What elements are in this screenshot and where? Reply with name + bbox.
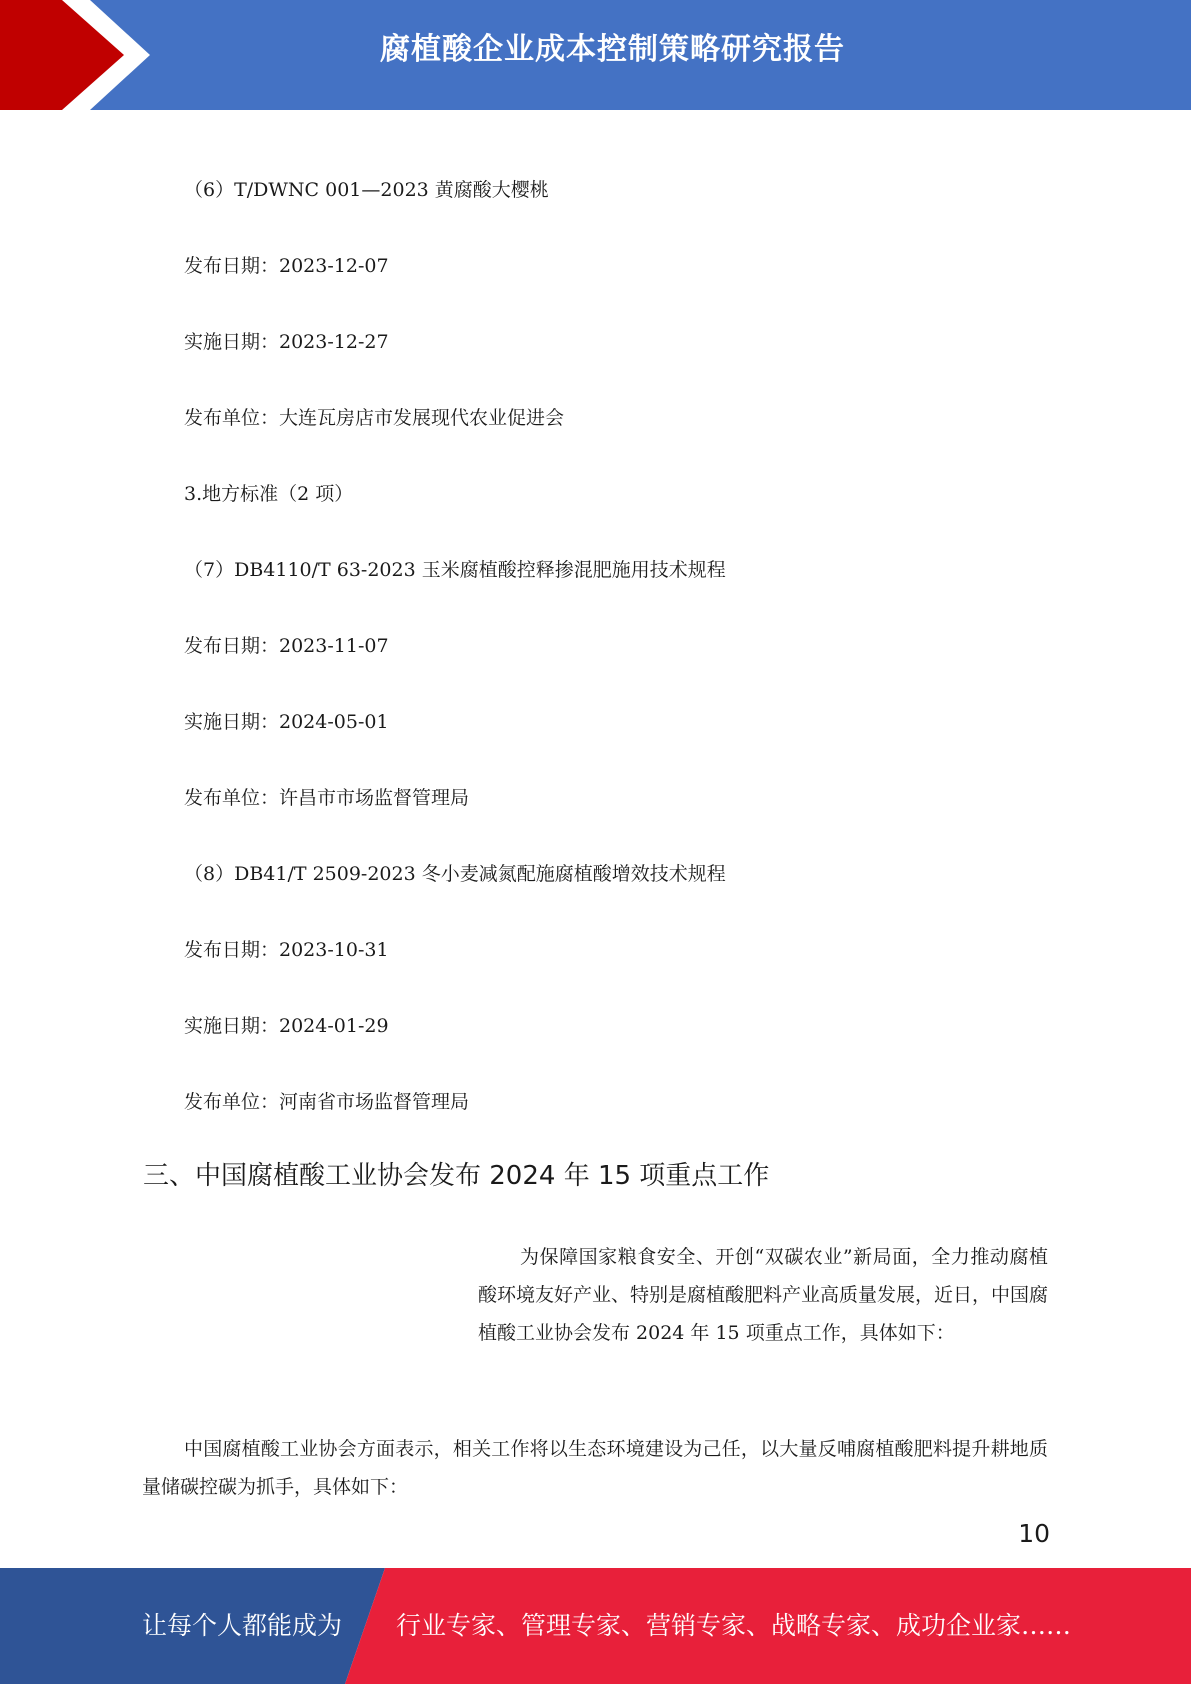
standard-8-issuer: 发布单位：河南省市场监督管理局	[184, 1091, 470, 1113]
standard-8-publish-date: 发布日期：2023-10-31	[184, 939, 389, 961]
section-heading: 三、中国腐植酸工业协会发布 2024 年 15 项重点工作	[143, 1161, 770, 1191]
section-intro-paragraph: 为保障国家粮食安全、开创“双碳农业”新局面，全力推动腐植酸环境友好产业、特别是腐植酸肥料产业高质量发展，近日，中国腐植酸工业协会发布 2024 年 15 项重点工作，具体如下：	[478, 1246, 1049, 1344]
section-summary-paragraph: 中国腐植酸工业协会方面表示，相关工作将以生态环境建设为己任，以大量反哺腐植酸肥料提升耕地质量储碳控碳为抓手，具体如下：	[142, 1438, 1048, 1498]
standard-6-publish-date: 发布日期：2023-12-07	[184, 255, 389, 277]
footer-slogan-right: 行业专家、管理专家、营销专家、战略专家、成功企业家……	[396, 1611, 1072, 1640]
standard-8-title: （8）DB41/T 2509-2023 冬小麦减氮配施腐植酸增效技术规程	[184, 863, 726, 885]
footer-slogan-left: 让每个人都能成为	[142, 1611, 343, 1640]
local-standards-subheading: 3.地方标准（2 项）	[184, 483, 354, 505]
standard-6-title: （6）T/DWNC 001—2023 黄腐酸大樱桃	[184, 179, 549, 201]
report-title: 腐植酸企业成本控制策略研究报告	[380, 32, 845, 67]
standard-8-effective-date: 实施日期：2024-01-29	[184, 1015, 389, 1037]
standard-7-issuer: 发布单位：许昌市市场监督管理局	[184, 787, 470, 809]
standard-7-title: （7）DB4110/T 63-2023 玉米腐植酸控释掺混肥施用技术规程	[184, 559, 726, 581]
page-footer	[0, 1568, 1191, 1684]
page-header	[0, 0, 1191, 110]
standard-6-effective-date: 实施日期：2023-12-27	[184, 331, 389, 353]
standard-7-publish-date: 发布日期：2023-11-07	[184, 635, 389, 657]
standard-7-effective-date: 实施日期：2024-05-01	[184, 711, 389, 733]
standard-6-issuer: 发布单位：大连瓦房店市发展现代农业促进会	[184, 407, 565, 429]
page-number: 10	[1018, 1519, 1050, 1548]
